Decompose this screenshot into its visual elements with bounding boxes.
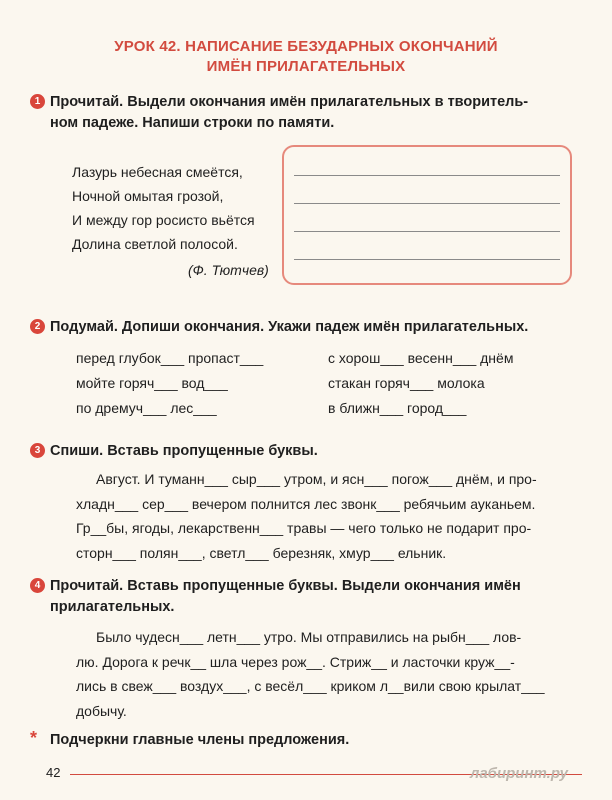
poem-author: (Ф. Тютчев)	[188, 262, 269, 278]
writing-line	[294, 175, 560, 176]
poem-line: И между гор росисто вьётся	[72, 212, 255, 228]
task4-line: лю. Дорога к речк__ шла через рож__. Стриж__ и ласточки круж__-	[76, 653, 515, 670]
task4-text	[76, 625, 581, 723]
task3-instruction-text: Спиши. Вставь пропущенные буквы.	[50, 443, 318, 459]
task3-line: хладн___ сер___ вечером полнится лес звонк___ ребячьим ауканьем.	[76, 495, 536, 512]
task3-text	[76, 467, 581, 565]
task2-item: перед глубок___ пропаст___	[76, 350, 264, 366]
task2-item: стакан горяч___ молока	[328, 375, 485, 391]
poem-line: Долина светлой полосой.	[72, 236, 238, 252]
writing-line	[294, 231, 560, 232]
task4-number-badge: 4	[30, 578, 45, 593]
task2-instruction-text: Подумай. Допиши окончания. Укажи падеж имён прилагательных.	[50, 319, 529, 335]
task3-line: Гр__бы, ягоды, лекарственн___ травы — чего только не подарит про-	[76, 520, 532, 536]
lesson-title-line-2: ИМЁН ПРИЛАГАТЕЛЬНЫХ	[206, 58, 406, 75]
task1-instruction-line-2: ном падеже. Напиши строки по памяти.	[50, 115, 335, 131]
task2-instruction	[34, 317, 580, 338]
task2-item: по дремуч___ лес___	[76, 400, 217, 416]
page-number: 42	[46, 765, 61, 780]
poem-line: Лазурь небесная смеётся,	[72, 164, 243, 180]
task3-line: Август. И туманн___ сыр___ утром, и ясн___ погож___ днём, и про-	[96, 471, 537, 487]
task2-item: в ближн___ город___	[328, 400, 467, 416]
writing-line	[294, 259, 560, 260]
writing-line	[294, 203, 560, 204]
task4-instruction	[34, 576, 580, 618]
task2-number-badge: 2	[30, 319, 45, 334]
task4-line: добычу.	[76, 702, 127, 719]
lesson-title-line-1: УРОК 42. НАПИСАНИЕ БЕЗУДАРНЫХ ОКОНЧАНИЙ	[114, 38, 498, 55]
watermark-logo: лабиринт.ру	[470, 765, 568, 782]
poem	[72, 160, 255, 256]
task2-item: с хорош___ весенн___ днём	[328, 350, 514, 366]
task2-item: мойте горяч___ вод___	[76, 375, 228, 391]
task4-instruction-line-2: прилагательных.	[50, 599, 175, 615]
task1-instruction-line-1: Прочитай. Выдели окончания имён прилагательных в творитель-	[50, 94, 529, 110]
asterisk-icon: *	[30, 728, 38, 748]
task1-instruction	[34, 92, 580, 134]
task3-line: сторн___ полян___, светл___ березняк, хмур___ ельник.	[76, 544, 447, 561]
extra-task	[30, 728, 580, 751]
task3-number-badge: 3	[30, 443, 45, 458]
task4-instruction-line-1: Прочитай. Вставь пропущенные буквы. Выдели окончания имён	[50, 578, 521, 594]
task4-line: Было чудесн___ летн___ утро. Мы отправились на рыбн___ лов-	[96, 629, 522, 645]
answer-writing-frame[interactable]	[282, 145, 572, 285]
task4-line: лись в свеж___ воздух___, с весёл___ криком л__вили свою крылат___	[76, 678, 545, 694]
task1-number-badge: 1	[30, 94, 45, 109]
poem-line: Ночной омытая грозой,	[72, 188, 224, 204]
task3-instruction	[34, 441, 580, 462]
extra-task-text: Подчеркни главные члены предложения.	[50, 732, 350, 748]
